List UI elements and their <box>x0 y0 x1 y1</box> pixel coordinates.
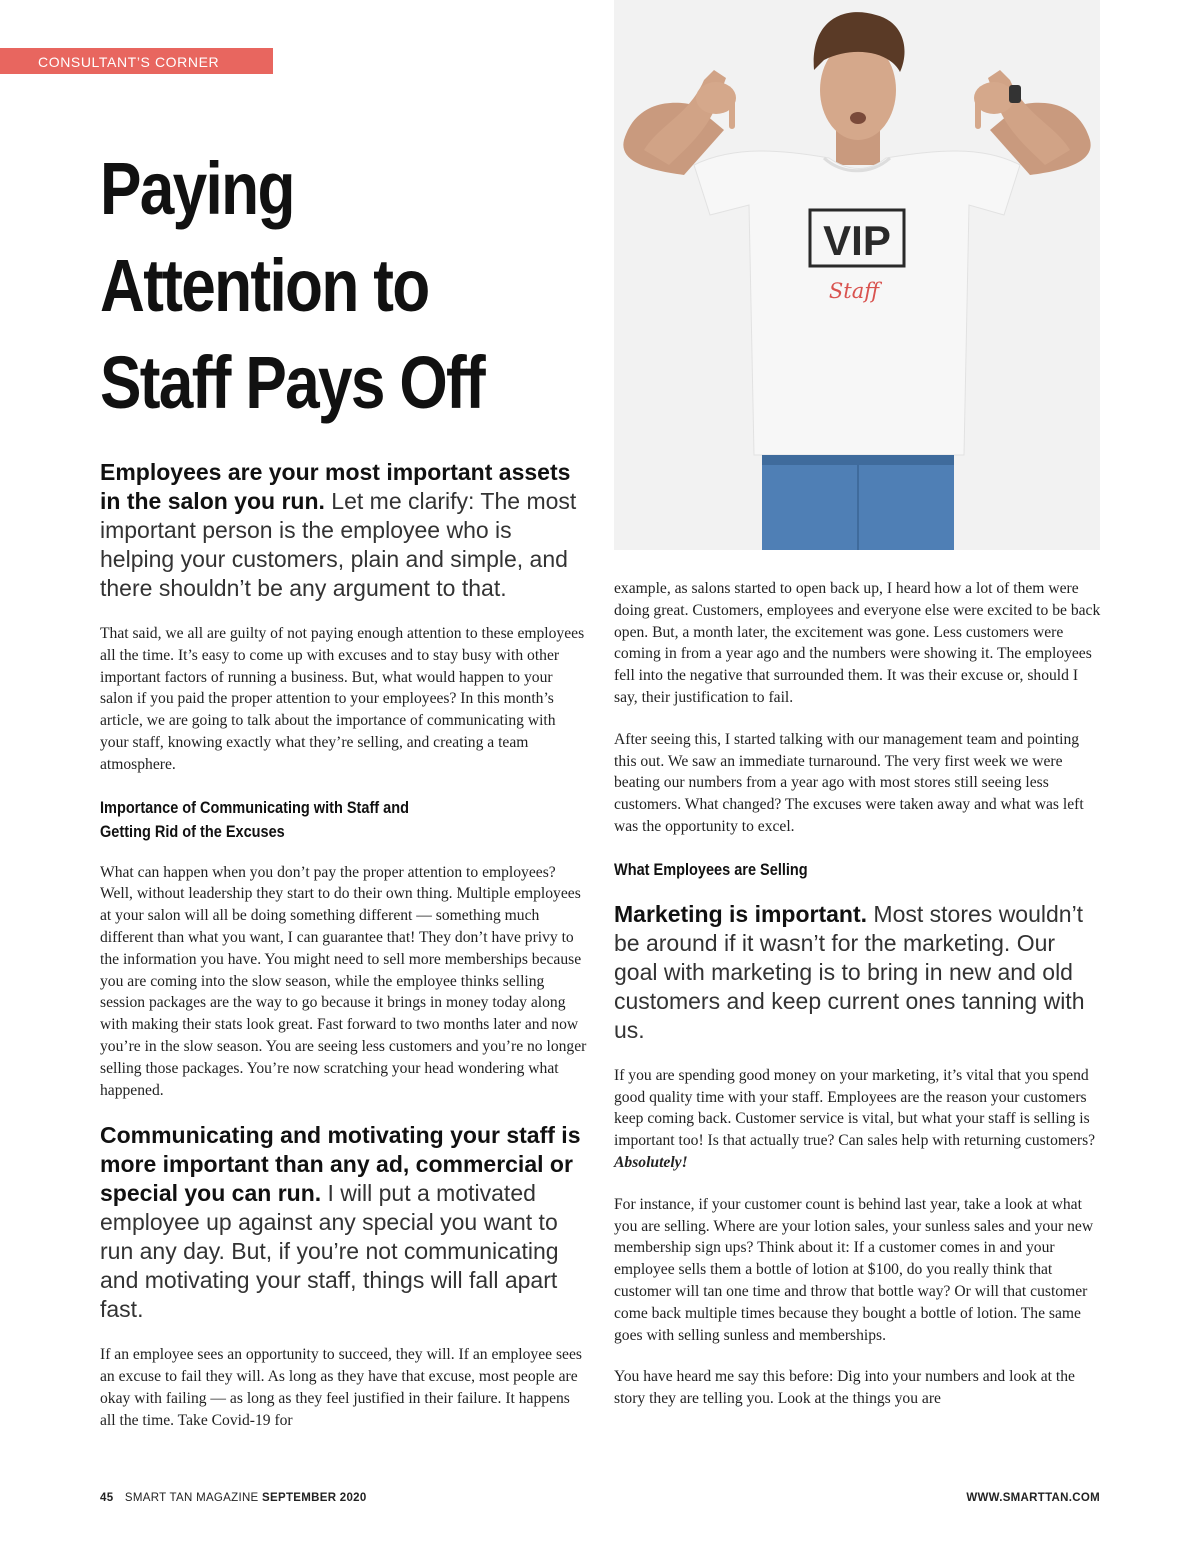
body-paragraph-8: You have heard me say this before: Dig into your numbers and look at the story they are telling you. Look at the things you are <box>614 1368 1075 1408</box>
body-paragraph-6 <box>614 1065 1102 1174</box>
shirt-vip-text: VIP <box>823 217 891 264</box>
lead-2-rest: I will put a motivated employee up against any special you want to run any day. But, if you’re not communicating and motivating your staff, things will fall apart fast. <box>100 1180 559 1323</box>
lead-1-rest: Let me clarify: The most important person is the employee who is helping your customers, plain and simple, and there shouldn’t be any argument to that. <box>100 488 577 601</box>
lead-2-bold: Communicating and motivating your staff is more important than any ad, commercial or special you can run. <box>100 1122 581 1207</box>
title-line-3: Staff Pays Off <box>100 341 485 424</box>
subheading-communicating <box>100 796 529 844</box>
body-paragraph-7: For instance, if your customer count is behind last year, take a look at what you are selling. Where are your lotion sales, your sunless sales and your new membership sign ups? Think about it: If a customer comes in and your employee sells them a bottle of lotion at $100, do you really think that customer will tan one time and throw that bottle way? Or will that customer come back multiple times because they bought a bottle of lotion. The same goes with selling sunless and memberships. <box>614 1195 1094 1344</box>
body-paragraph-1: That said, we all are guilty of not paying enough attention to these employees all the time. It’s easy to come up with excuses and to stay busy with other important factors of running a business. But, what would happen to your salon if you paid the proper attention to your employees? In this month’s article, we are going to talk about the importance of communicating with your staff, knowing exactly what they’re selling, and creating a team atmosphere. <box>100 625 585 773</box>
emphasis-absolutely: Absolutely! <box>614 1153 688 1171</box>
subheading-1-line-1: Importance of Communicating with Staff and <box>100 798 409 817</box>
shirt-staff-text: Staff <box>828 279 880 303</box>
body-paragraph-6-text: If you are spending good money on your marketing, it’s vital that you spend good quality time with your staff. Employees are the reason your customers keep coming back. Customer service is vital, but what your staff is selling is important too! Is that actually true? Can sales help with returning customers? <box>614 1066 1096 1150</box>
left-column <box>100 458 588 1452</box>
lead-3-rest: Most stores wouldn’t be around if it wasn’t for the marketing. Our goal with marketing is to bring in new and old customers and keep current ones tanning with us. <box>614 900 1085 1043</box>
page-number: 45 <box>100 1492 114 1504</box>
section-tag: CONSULTANT’S CORNER <box>0 48 273 74</box>
lead-paragraph-2 <box>100 1121 588 1324</box>
footer-publication <box>100 1492 367 1504</box>
article-title <box>100 140 520 431</box>
lead-paragraph-3 <box>614 900 1102 1045</box>
lead-3-bold: Marketing is important. <box>614 900 868 927</box>
right-column <box>614 578 1102 1430</box>
body-paragraph-5: After seeing this, I started talking with our management team and pointing this out. We saw an immediate turnaround. The very first week we were beating our numbers from a year ago with most stores still seeing less customers. What changed? The excuses were taken away and what was left was the opportunity to excel. <box>614 730 1084 835</box>
footer-website: WWW.SMARTTAN.COM <box>966 1492 1100 1504</box>
title-line-1: Paying <box>100 147 294 230</box>
body-paragraph-3: If an employee sees an opportunity to succeed, they will. If an employee sees an excuse to fail they will. As long as they have that excuse, most people are okay with failing — as long as they feel justified in their failure. It happens all the time. Take Covid-19 for <box>100 1346 582 1429</box>
issue-date: SEPTEMBER 2020 <box>262 1492 367 1504</box>
lead-1-bold: Employees are your most important assets in the salon you run. <box>100 459 571 514</box>
body-paragraph-4: example, as salons started to open back up, I heard how a lot of them were doing great. Customers, employees and everyone else were excited to be back open. But, a month later, the excitement was gone. Less customers were coming in from a year ago and the numbers were showing it. The employees fell into the negative that surrounded them. It was their excuse or, should I say, their justification to fail. <box>614 580 1101 706</box>
man-pointing-at-vip-shirt-illustration <box>614 0 1100 550</box>
subheading-1-line-2: Getting Rid of the Excuses <box>100 822 285 841</box>
magazine-name: SMART TAN MAGAZINE <box>124 1492 259 1504</box>
article-photo <box>614 0 1100 550</box>
subheading-selling: What Employees are Selling <box>614 860 808 879</box>
lead-paragraph-1 <box>100 458 588 603</box>
title-line-2: Attention to <box>100 244 429 327</box>
body-paragraph-2: What can happen when you don’t pay the proper attention to employees? Well, without leadership they start to do their own thing. Multiple employees at your salon will all be doing something different — something much different than what you want, I can guarantee that! They don’t have privy to the information you have. You might need to sell more memberships because you are coming into the slow season, while the employee thinks selling session packages are the way to go because it brings in money today along with making their stats look great. Fast forward to two months later and now you’re in the slow season. You are seeing less customers and you’re no longer selling those packages. You’re now scratching your head wondering what happened. <box>100 863 587 1099</box>
